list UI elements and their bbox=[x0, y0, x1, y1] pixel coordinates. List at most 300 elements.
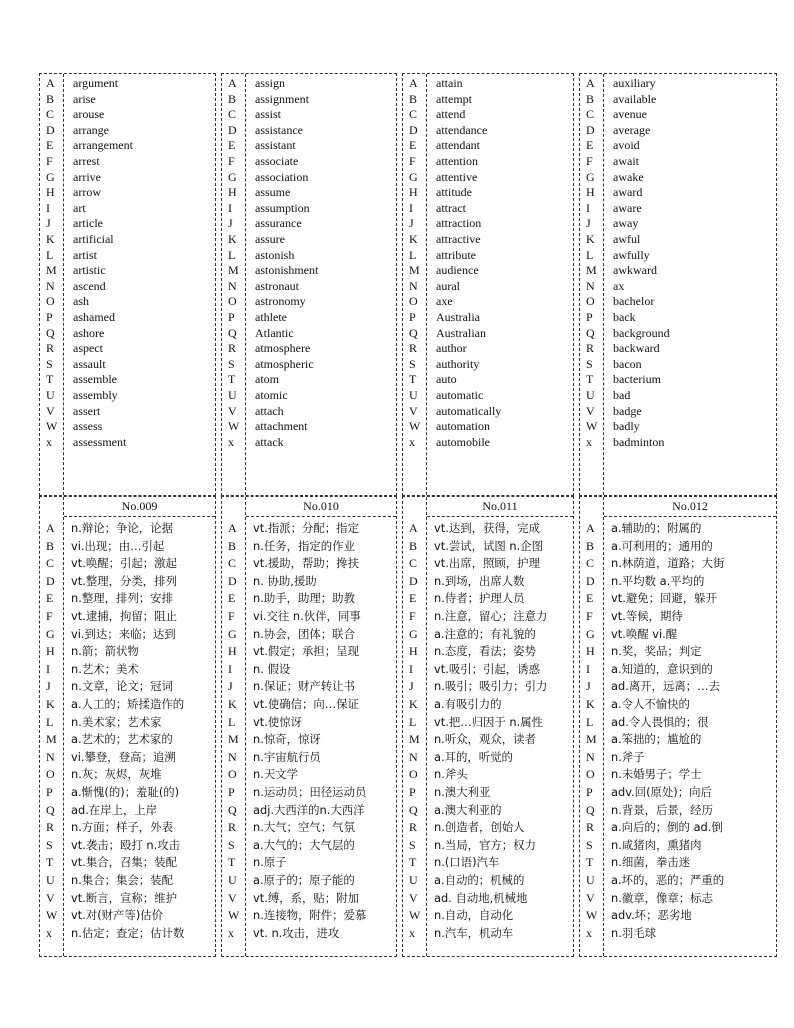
word-entry: auto bbox=[436, 372, 457, 387]
letter-label: H bbox=[586, 644, 595, 659]
word-entry: away bbox=[613, 216, 639, 231]
word-entry: bachelor bbox=[613, 294, 655, 309]
meaning-entry: n.注意，留心；注意力 bbox=[434, 609, 548, 623]
meaning-entry: vt.出席，照顾，护理 bbox=[434, 556, 540, 571]
meaning-entry: a.惭愧(的)；羞耻(的) bbox=[71, 785, 180, 799]
word-entry: assurance bbox=[255, 216, 302, 231]
letter-label: J bbox=[46, 679, 51, 694]
letter-label: B bbox=[586, 538, 595, 553]
letter-label: R bbox=[409, 341, 418, 356]
word-entry: assistant bbox=[255, 138, 296, 153]
card-number: No.011 bbox=[482, 499, 518, 513]
letter-label: A bbox=[586, 76, 595, 90]
word-entry: badly bbox=[613, 419, 640, 434]
letter-label: N bbox=[586, 749, 595, 764]
meaning-entry: vt.缚，系，贴；附加 bbox=[253, 890, 359, 905]
letter-label: D bbox=[409, 122, 418, 137]
meaning-card-bottom bbox=[221, 496, 397, 957]
meaning-entry: ad.令人畏惧的；很 bbox=[611, 714, 709, 729]
word-entry: astronomy bbox=[255, 294, 306, 309]
letter-label: x bbox=[46, 925, 52, 940]
letter-label: W bbox=[228, 908, 240, 923]
letter-label: x bbox=[228, 925, 234, 940]
meaning-entry: vt.唤醒；引起；激起 bbox=[71, 556, 177, 571]
letter-label: N bbox=[228, 278, 237, 293]
letter-label: D bbox=[586, 573, 595, 588]
letter-label: M bbox=[409, 263, 420, 278]
word-entry: awful bbox=[613, 232, 641, 246]
letter-label: V bbox=[409, 403, 418, 418]
meaning-entry: vi.出现；由…引起 bbox=[71, 538, 165, 553]
letter-label: I bbox=[46, 661, 50, 676]
meaning-entry: n.辩论；争论，论据 bbox=[71, 521, 173, 535]
word-entry: arrange bbox=[73, 122, 109, 137]
letter-label: C bbox=[46, 107, 55, 122]
meaning-entry: n. 协助,援助 bbox=[253, 573, 317, 588]
meaning-entry: n.方面；样子，外表 bbox=[71, 820, 173, 835]
meaning-entry: n.斧子 bbox=[611, 749, 645, 764]
word-entry: argument bbox=[73, 76, 119, 90]
letter-label: G bbox=[46, 626, 55, 641]
letter-label: V bbox=[46, 890, 55, 905]
meaning-entry: n.协会，团体；联合 bbox=[253, 626, 355, 641]
letter-label: x bbox=[409, 434, 415, 449]
word-entry: art bbox=[73, 200, 86, 215]
meaning-entry: n.当局，官方；权力 bbox=[434, 837, 536, 852]
letter-label: F bbox=[46, 154, 53, 168]
letter-label: O bbox=[228, 294, 237, 309]
word-entry: await bbox=[613, 154, 639, 168]
letter-label: R bbox=[586, 820, 595, 835]
letter-label: J bbox=[228, 216, 233, 231]
meaning-entry: n.自动，自动化 bbox=[434, 908, 514, 923]
letter-label: U bbox=[586, 873, 595, 887]
word-entry: attraction bbox=[436, 216, 482, 231]
letter-label: E bbox=[586, 591, 594, 606]
letter-label: S bbox=[46, 837, 53, 852]
word-entry: Australian bbox=[436, 325, 486, 340]
letter-label: x bbox=[46, 434, 52, 449]
card-number: No.010 bbox=[303, 499, 339, 513]
meaning-entry: n.箭；箭状物 bbox=[71, 644, 139, 659]
letter-label: K bbox=[228, 232, 237, 246]
meaning-entry: vt.把…归因于 n.属性 bbox=[434, 714, 544, 729]
letter-label: U bbox=[46, 873, 55, 887]
letter-label: J bbox=[409, 216, 414, 231]
letter-label: R bbox=[228, 820, 237, 835]
meaning-entry: vt.指派；分配；指定 bbox=[253, 521, 359, 535]
word-entry: auxiliary bbox=[613, 76, 656, 90]
word-entry: avoid bbox=[613, 138, 640, 153]
letter-label: P bbox=[228, 310, 235, 324]
letter-label: x bbox=[586, 434, 592, 449]
letter-label: G bbox=[586, 626, 595, 641]
word-entry: attend bbox=[436, 107, 466, 122]
word-entry: awkward bbox=[613, 263, 657, 278]
letter-label: N bbox=[46, 278, 55, 293]
letter-label: G bbox=[586, 169, 595, 184]
meaning-entry: vt.使惊讶 bbox=[253, 714, 302, 729]
meaning-entry: vt.避免；回避，躲开 bbox=[611, 591, 717, 606]
letter-label: N bbox=[586, 278, 595, 293]
word-entry: artist bbox=[73, 247, 97, 262]
meaning-entry: n.天文学 bbox=[253, 767, 299, 782]
word-entry: assert bbox=[73, 403, 101, 418]
meaning-entry: vt.对(财产等)估价 bbox=[71, 908, 164, 923]
letter-label: O bbox=[586, 767, 595, 782]
letter-label: T bbox=[46, 855, 54, 870]
letter-label: Q bbox=[46, 802, 55, 817]
letter-label: D bbox=[228, 122, 237, 137]
letter-label: K bbox=[228, 697, 237, 711]
letter-label: I bbox=[409, 661, 413, 676]
word-entry: atmosphere bbox=[255, 341, 311, 356]
letter-label: P bbox=[228, 785, 235, 799]
letter-label: V bbox=[228, 890, 237, 905]
word-entry: attribute bbox=[436, 247, 476, 262]
letter-label: I bbox=[586, 200, 590, 215]
letter-label: U bbox=[409, 388, 418, 402]
word-entry: automation bbox=[436, 419, 490, 434]
word-entry: axe bbox=[436, 294, 453, 309]
letter-label: L bbox=[46, 247, 54, 262]
meaning-entry: n. 假设 bbox=[253, 661, 291, 676]
letter-label: M bbox=[409, 732, 420, 747]
word-entry: ax bbox=[613, 278, 625, 293]
letter-label: D bbox=[46, 122, 55, 137]
letter-label: M bbox=[586, 732, 597, 747]
letter-label: Q bbox=[586, 802, 595, 817]
letter-label: Q bbox=[409, 802, 418, 817]
letter-label: J bbox=[586, 216, 591, 231]
meaning-entry: n.背景，后景，经历 bbox=[611, 802, 713, 817]
word-entry: assume bbox=[255, 185, 291, 200]
meaning-entry: adv.回(原处)；向后 bbox=[611, 785, 712, 799]
letter-label: E bbox=[586, 138, 594, 153]
card-number-divider bbox=[427, 516, 573, 517]
word-entry: association bbox=[255, 169, 309, 184]
word-card-top bbox=[402, 73, 574, 496]
meaning-entry: a.自动的；机械的 bbox=[434, 873, 525, 887]
letter-column bbox=[222, 497, 246, 956]
word-entry: aural bbox=[436, 278, 460, 293]
letter-label: S bbox=[228, 356, 235, 371]
letter-label: L bbox=[586, 247, 594, 262]
meaning-entry: n.吸引；吸引力；引力 bbox=[434, 679, 548, 694]
letter-label: L bbox=[409, 247, 417, 262]
letter-label: V bbox=[409, 890, 418, 905]
letter-label: H bbox=[46, 185, 55, 200]
letter-label: A bbox=[46, 521, 55, 535]
meaning-entry: n.惊奇，惊讶 bbox=[253, 732, 321, 747]
meaning-entry: n.创造者，创始人 bbox=[434, 820, 525, 835]
meaning-entry: ad.离开，远离；…去 bbox=[611, 679, 720, 694]
word-entry: ascend bbox=[73, 278, 106, 293]
word-entry: aspect bbox=[73, 341, 103, 356]
meaning-entry: a.大气的；大气层的 bbox=[253, 837, 355, 852]
letter-label: F bbox=[228, 609, 235, 623]
word-entry: astonishment bbox=[255, 263, 319, 278]
letter-label: W bbox=[586, 908, 598, 923]
word-entry: attract bbox=[436, 200, 466, 215]
letter-label: N bbox=[409, 749, 418, 764]
letter-label: I bbox=[228, 200, 232, 215]
word-entry: artificial bbox=[73, 232, 114, 246]
word-entry: assure bbox=[255, 232, 285, 246]
meaning-entry: a.坏的，恶的；严重的 bbox=[611, 873, 725, 887]
letter-label: N bbox=[46, 749, 55, 764]
meaning-entry: a.人工的；矫揉造作的 bbox=[71, 697, 185, 711]
meaning-entry: n.文章，论文；冠词 bbox=[71, 679, 173, 694]
letter-label: U bbox=[409, 873, 418, 887]
word-entry: attitude bbox=[436, 185, 472, 200]
card-number-divider bbox=[64, 516, 215, 517]
meaning-entry: adv.坏；恶劣地 bbox=[611, 908, 692, 923]
card-number: No.009 bbox=[121, 499, 158, 513]
letter-label: T bbox=[46, 372, 54, 387]
letter-label: U bbox=[46, 388, 55, 402]
letter-label: U bbox=[586, 388, 595, 402]
word-entry: award bbox=[613, 185, 643, 200]
letter-label: L bbox=[586, 714, 594, 729]
letter-label: J bbox=[228, 679, 233, 694]
meaning-entry: vt.袭击；殴打 n.攻击 bbox=[71, 837, 181, 852]
letter-label: G bbox=[46, 169, 55, 184]
letter-label: T bbox=[228, 372, 236, 387]
meaning-entry: n.大气；空气；气氛 bbox=[253, 820, 355, 835]
letter-label: K bbox=[586, 232, 595, 246]
word-entry: assist bbox=[255, 107, 282, 122]
meaning-entry: vt.唤醒 vi.醒 bbox=[611, 626, 678, 641]
word-entry: automatically bbox=[436, 403, 502, 418]
meaning-entry: vi.交往 n.伙伴，同事 bbox=[253, 609, 361, 623]
word-entry: athlete bbox=[255, 310, 287, 324]
letter-label: Q bbox=[228, 802, 237, 817]
letter-label: I bbox=[409, 200, 413, 215]
letter-label: I bbox=[586, 661, 590, 676]
meaning-entry: a.辅助的；附属的 bbox=[611, 521, 702, 535]
letter-label: V bbox=[586, 403, 595, 418]
letter-label: E bbox=[228, 591, 236, 606]
word-entry: arrow bbox=[73, 185, 101, 200]
word-entry: back bbox=[613, 310, 636, 324]
meaning-entry: n.估定；查定；估计数 bbox=[71, 925, 185, 940]
letter-label: A bbox=[46, 76, 55, 90]
letter-column bbox=[403, 74, 427, 495]
meaning-entry: a.向后的；倒的 ad.倒 bbox=[611, 820, 723, 835]
meaning-entry: n.细菌，拳击迷 bbox=[611, 855, 691, 870]
meaning-entry: n.灰；灰烬，灰堆 bbox=[71, 767, 162, 782]
letter-label: S bbox=[46, 356, 53, 371]
word-entry: attentive bbox=[436, 169, 478, 184]
letter-label: C bbox=[586, 556, 595, 571]
meaning-entry: vt.等候，期待 bbox=[611, 609, 683, 623]
word-entry: assessment bbox=[73, 434, 127, 449]
letter-label: F bbox=[586, 154, 593, 168]
card-number-divider bbox=[246, 516, 396, 517]
letter-label: J bbox=[46, 216, 51, 231]
word-entry: backward bbox=[613, 341, 660, 356]
meaning-entry: a.耳的，听觉的 bbox=[434, 749, 513, 764]
letter-label: K bbox=[586, 697, 595, 711]
meaning-entry: a.笨拙的；尴尬的 bbox=[611, 732, 702, 747]
letter-column bbox=[580, 497, 604, 956]
meaning-entry: n.澳大利亚 bbox=[434, 785, 491, 799]
word-card-top bbox=[39, 73, 216, 496]
letter-label: G bbox=[409, 169, 418, 184]
letter-label: L bbox=[46, 714, 54, 729]
letter-label: K bbox=[46, 232, 55, 246]
letter-label: F bbox=[228, 154, 235, 168]
word-entry: avenue bbox=[613, 107, 647, 122]
word-entry: badge bbox=[613, 403, 642, 418]
letter-label: U bbox=[228, 873, 237, 887]
letter-label: S bbox=[409, 837, 416, 852]
word-entry: authority bbox=[436, 356, 480, 371]
letter-label: P bbox=[586, 785, 593, 799]
letter-label: C bbox=[586, 107, 595, 122]
word-entry: attachment bbox=[255, 419, 308, 434]
letter-label: O bbox=[228, 767, 237, 782]
word-entry: ashore bbox=[73, 325, 105, 340]
word-entry: attention bbox=[436, 154, 478, 168]
word-entry: audience bbox=[436, 263, 479, 278]
word-entry: assumption bbox=[255, 200, 310, 215]
letter-label: N bbox=[228, 749, 237, 764]
word-entry: artistic bbox=[73, 263, 106, 278]
letter-label: x bbox=[586, 925, 592, 940]
meaning-entry: a.知道的，意识到的 bbox=[611, 661, 713, 676]
letter-label: O bbox=[586, 294, 595, 309]
letter-label: I bbox=[46, 200, 50, 215]
letter-label: F bbox=[409, 609, 416, 623]
word-entry: automatic bbox=[436, 388, 484, 402]
letter-label: D bbox=[586, 122, 595, 137]
letter-column bbox=[40, 497, 64, 956]
letter-label: F bbox=[586, 609, 593, 623]
letter-label: Q bbox=[409, 325, 418, 340]
card-number-divider bbox=[604, 516, 776, 517]
word-entry: average bbox=[613, 122, 651, 137]
letter-label: C bbox=[228, 107, 237, 122]
letter-label: K bbox=[409, 697, 418, 711]
meaning-entry: a.注意的；有礼貌的 bbox=[434, 626, 536, 641]
letter-column bbox=[40, 74, 64, 495]
word-entry: awake bbox=[613, 169, 644, 184]
word-entry: bad bbox=[613, 388, 631, 402]
letter-label: O bbox=[409, 767, 418, 782]
word-entry: attractive bbox=[436, 232, 481, 246]
meaning-entry: n.美术家；艺术家 bbox=[71, 714, 162, 729]
word-entry: bacon bbox=[613, 356, 642, 371]
letter-label: D bbox=[409, 573, 418, 588]
meaning-entry: ad. 自动地,机械地 bbox=[434, 890, 528, 905]
letter-label: C bbox=[46, 556, 55, 571]
letter-label: I bbox=[228, 661, 232, 676]
meaning-entry: n.整理，排列；安排 bbox=[71, 591, 173, 606]
meaning-entry: a.可利用的；通用的 bbox=[611, 538, 713, 553]
letter-label: J bbox=[409, 679, 414, 694]
letter-label: Q bbox=[586, 325, 595, 340]
meaning-entry: vt.逮捕，拘留；阻止 bbox=[71, 609, 177, 623]
letter-label: S bbox=[409, 356, 416, 371]
meaning-entry: adj.大西洋的n.大西洋 bbox=[253, 802, 365, 817]
meaning-entry: vt.吸引；引起，诱惑 bbox=[434, 661, 540, 676]
letter-label: P bbox=[409, 310, 416, 324]
meaning-entry: n.保证；财产转让书 bbox=[253, 679, 355, 694]
meaning-card-bottom bbox=[579, 496, 777, 957]
word-entry: available bbox=[613, 91, 657, 106]
word-entry: article bbox=[73, 216, 103, 231]
letter-label: V bbox=[586, 890, 595, 905]
letter-label: B bbox=[409, 538, 418, 553]
letter-label: V bbox=[228, 403, 237, 418]
meaning-entry: n.连接物，附件；爱慕 bbox=[253, 908, 367, 923]
card-number: No.012 bbox=[672, 499, 708, 513]
letter-label: O bbox=[46, 294, 55, 309]
word-entry: awfully bbox=[613, 247, 650, 262]
letter-label: L bbox=[409, 714, 417, 729]
letter-label: M bbox=[228, 263, 239, 278]
meaning-entry: n.任务，指定的作业 bbox=[253, 538, 355, 553]
letter-label: M bbox=[46, 263, 57, 278]
letter-label: W bbox=[409, 908, 421, 923]
word-entry: automobile bbox=[436, 434, 490, 449]
letter-label: P bbox=[586, 310, 593, 324]
word-entry: atom bbox=[255, 372, 279, 387]
meaning-entry: n.平均数 a.平均的 bbox=[611, 573, 705, 588]
meaning-entry: n.运动员；田径运动员 bbox=[253, 785, 367, 799]
letter-label: x bbox=[409, 925, 415, 940]
word-entry: badminton bbox=[613, 434, 665, 449]
letter-label: V bbox=[46, 403, 55, 418]
letter-label: E bbox=[228, 138, 236, 153]
word-entry: atomic bbox=[255, 388, 288, 402]
meaning-entry: a.令人不愉快的 bbox=[611, 697, 690, 711]
letter-label: C bbox=[409, 556, 418, 571]
word-entry: assembly bbox=[73, 388, 118, 402]
word-entry: arise bbox=[73, 91, 96, 106]
letter-label: R bbox=[586, 341, 595, 356]
letter-label: W bbox=[46, 419, 58, 434]
meaning-entry: vt. n.攻击，进攻 bbox=[253, 925, 340, 940]
letter-label: R bbox=[409, 820, 418, 835]
meaning-entry: n.态度，看法；姿势 bbox=[434, 644, 536, 659]
meaning-entry: n.斧头 bbox=[434, 767, 468, 782]
letter-label: Q bbox=[46, 325, 55, 340]
letter-label: K bbox=[409, 232, 418, 246]
letter-label: G bbox=[228, 626, 237, 641]
letter-label: B bbox=[46, 91, 55, 106]
meaning-entry: n.集合；集会；装配 bbox=[71, 873, 173, 887]
word-card-top bbox=[579, 73, 777, 496]
letter-column bbox=[580, 74, 604, 495]
letter-label: N bbox=[409, 278, 418, 293]
letter-label: W bbox=[586, 419, 598, 434]
letter-label: P bbox=[46, 310, 53, 324]
letter-label: B bbox=[228, 91, 237, 106]
word-entry: arrangement bbox=[73, 138, 133, 153]
letter-label: M bbox=[228, 732, 239, 747]
meaning-entry: n.宇宙航行员 bbox=[253, 749, 321, 764]
letter-label: E bbox=[46, 591, 54, 606]
letter-label: S bbox=[586, 837, 593, 852]
letter-label: P bbox=[46, 785, 53, 799]
letter-label: H bbox=[228, 185, 237, 200]
meaning-entry: n.咸猪肉，熏猪肉 bbox=[611, 837, 702, 852]
word-entry: attendant bbox=[436, 138, 480, 153]
word-entry: attain bbox=[436, 76, 463, 90]
